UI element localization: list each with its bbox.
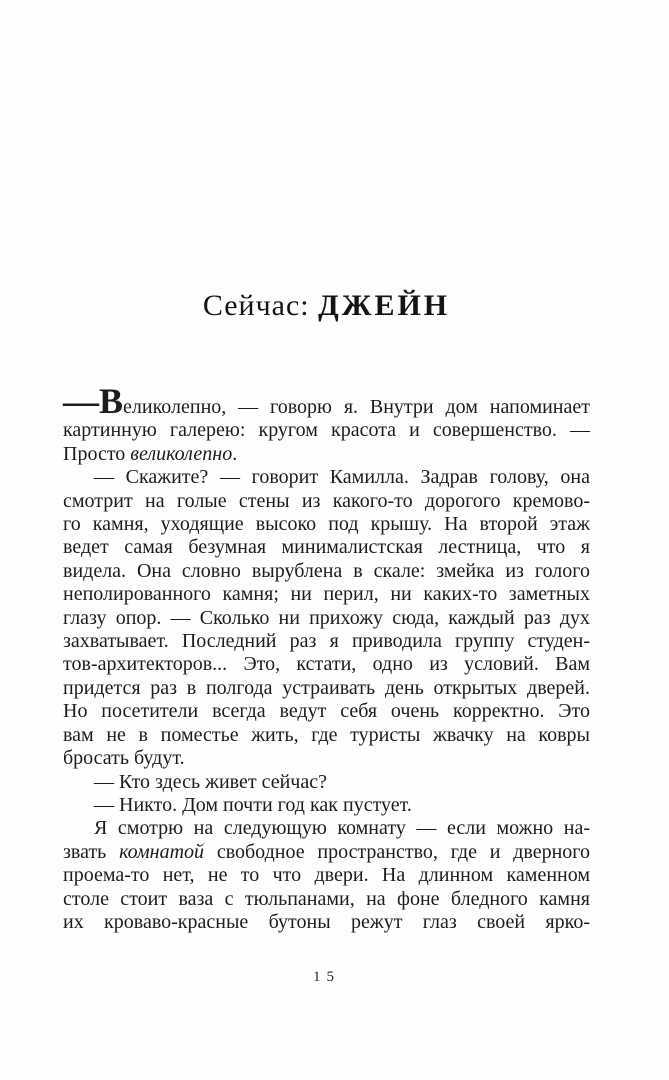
text-segment: — Скажите? — говорит Камилла. Задрав голову, она xyxy=(94,466,590,489)
text-line xyxy=(63,443,590,466)
text-line xyxy=(63,794,590,817)
chapter-title xyxy=(63,291,590,321)
text-line xyxy=(63,677,590,700)
chapter-title-prefix: Сейчас: xyxy=(202,289,319,322)
text-segment: бросать будут. xyxy=(63,747,185,770)
text-line xyxy=(63,747,590,770)
text-segment: проема-то нет, не то что двери. На длинном каменном xyxy=(63,864,590,887)
text-segment: глазу опор. — Сколько ни прихожу сюда, каждый раз дух xyxy=(63,606,590,629)
text-segment: видела. Она словно вырублена в скале: змейка из голого xyxy=(63,559,590,582)
italic-text: комнатой xyxy=(119,840,205,863)
text-line xyxy=(63,513,590,536)
italic-text: великолепно xyxy=(130,442,233,465)
text-line xyxy=(63,888,590,911)
text-line xyxy=(63,700,590,723)
opening-dash: — xyxy=(63,381,99,421)
text-segment: еликолепно, — говорю я. Внутри дом напоминает xyxy=(123,396,590,418)
text-line xyxy=(63,560,590,583)
text-line xyxy=(63,419,590,442)
text-line xyxy=(63,653,590,676)
page-number: 15 xyxy=(313,969,340,985)
chapter-title-name: ДЖЕЙН xyxy=(318,289,451,322)
text-line xyxy=(63,490,590,513)
text-segment: неполированного камня; ни перил, ни каких-то заметных xyxy=(63,583,590,606)
initial-cap: В xyxy=(99,381,124,421)
text-segment: Просто xyxy=(63,442,131,465)
text-line xyxy=(63,841,590,864)
text-segment: го камня, уходящие высоко под крышу. На второй этаж xyxy=(63,513,590,536)
text-line xyxy=(63,381,590,421)
body-text xyxy=(63,381,590,934)
text-line xyxy=(63,771,590,794)
text-line xyxy=(63,911,590,934)
text-line xyxy=(63,536,590,559)
text-segment: их кроваво-красные бутоны режут глаз своей ярко- xyxy=(63,910,590,933)
text-line xyxy=(63,630,590,653)
text-segment: Но посетители всегда ведут себя очень корректно. Это xyxy=(63,700,590,723)
text-segment: картинную галерею: кругом красота и совершенство. — xyxy=(63,419,590,442)
text-line xyxy=(63,724,590,747)
text-line xyxy=(63,817,590,840)
text-segment: . xyxy=(232,442,238,465)
text-segment: — Кто здесь живет сейчас? xyxy=(94,770,327,793)
text-segment: свободное пространство, где и дверного xyxy=(204,840,590,863)
text-segment: — Никто. Дом почти год как пустует. xyxy=(94,793,412,816)
text-segment: тов-архитекторов... Это, кстати, одно из условий. Вам xyxy=(63,653,590,676)
text-line xyxy=(63,607,590,630)
text-segment: ведет самая безумная минималистская лестница, что я xyxy=(63,536,590,559)
text-segment: вам не в поместье жить, где туристы жвачку на ковры xyxy=(63,723,590,746)
text-segment: смотрит на голые стены из какого-то дорогого кремово- xyxy=(63,489,590,512)
text-segment: придется раз в полгода устраивать день открытых дверей. xyxy=(63,676,590,699)
text-segment: столе стоит ваза с тюльпанами, на фоне бледного камня xyxy=(63,887,590,910)
text-segment: Я смотрю на следующую комнату — если можно на- xyxy=(94,817,590,840)
text-line xyxy=(63,864,590,887)
text-line xyxy=(63,466,590,489)
text-line xyxy=(63,583,590,606)
text-segment: захватывает. Последний раз я приводила группу студен- xyxy=(63,630,590,653)
text-segment: звать xyxy=(63,840,120,863)
